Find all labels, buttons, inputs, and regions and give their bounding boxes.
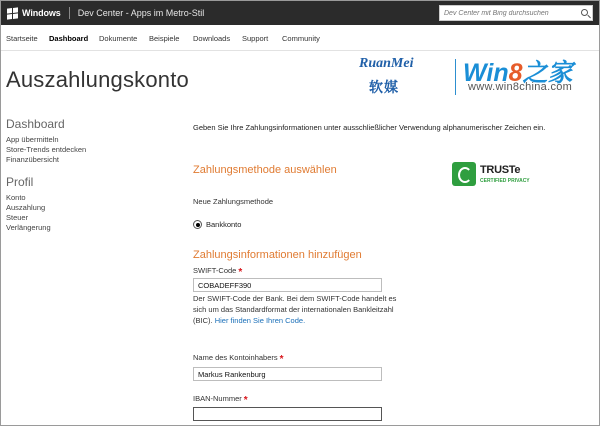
holder-label: Name des Kontoinhabers * <box>193 353 284 365</box>
nav-item-beispiele[interactable]: Beispiele <box>149 34 180 43</box>
section-title-payment-info: Zahlungsinformationen hinzufügen <box>193 249 362 261</box>
ruanmei-logo-text: RuanMei <box>359 56 414 71</box>
main-nav <box>1 25 599 51</box>
top-header-bar <box>1 1 599 25</box>
logo-divider <box>455 59 456 95</box>
nav-item-startseite[interactable]: Startseite <box>6 34 38 43</box>
sidebar-item-app-uebermitteln[interactable]: App übermitteln <box>6 135 59 144</box>
sidebar-item-verlaengerung[interactable]: Verlängerung <box>6 223 51 232</box>
sidebar-heading-dashboard[interactable]: Dashboard <box>6 117 65 131</box>
sidebar-heading-profil: Profil <box>6 175 34 189</box>
truste-seal[interactable] <box>452 162 542 188</box>
iban-field[interactable] <box>193 407 382 421</box>
sidebar-item-store-trends[interactable]: Store-Trends entdecken <box>6 145 87 154</box>
windows-logo-icon <box>7 7 18 19</box>
swift-label: SWIFT-Code * <box>193 266 243 278</box>
nav-item-community[interactable]: Community <box>282 34 320 43</box>
sidebar-item-finanzuebersicht[interactable]: Finanzübersicht <box>6 155 59 164</box>
account-holder-field[interactable] <box>193 367 382 381</box>
search-box[interactable] <box>439 5 593 21</box>
brand[interactable] <box>7 6 204 20</box>
radio-label[interactable]: Bankkonto <box>206 220 242 229</box>
brand-subtitle[interactable]: Dev Center - Apps im Metro-Stil <box>77 8 205 18</box>
new-method-label: Neue Zahlungsmethode <box>193 197 274 206</box>
nav-item-downloads[interactable]: Downloads <box>193 34 231 43</box>
search-icon[interactable] <box>581 9 588 16</box>
brand-divider <box>69 7 70 19</box>
required-marker: * <box>243 395 248 406</box>
ruanmei-logo-cn: 软媒 <box>369 79 399 95</box>
win8-logo-text: Win8之家 <box>463 59 573 87</box>
sidebar-item-steuer[interactable]: Steuer <box>6 213 29 222</box>
truste-subtitle: CERTIFIED PRIVACY <box>480 178 530 184</box>
sidebar-item-auszahlung[interactable]: Auszahlung <box>6 203 46 212</box>
sidebar <box>6 117 156 233</box>
swift-code-field[interactable] <box>193 278 382 292</box>
watermark-logo <box>359 56 584 98</box>
brand-name[interactable]: Windows <box>22 8 61 18</box>
iban-label: IBAN-Nummer * <box>193 394 248 406</box>
intro-text: Geben Sie Ihre Zahlungsinformationen unter ausschließlicher Verwendung alphanumerischer Zeichen ein. <box>193 123 546 132</box>
nav-item-dashboard[interactable]: Dashboard <box>49 34 89 43</box>
truste-icon <box>452 162 476 186</box>
search-input[interactable] <box>440 6 570 20</box>
sidebar-item-konto[interactable]: Konto <box>6 193 26 202</box>
nav-item-dokumente[interactable]: Dokumente <box>99 34 138 43</box>
radio-bankkonto[interactable] <box>193 220 241 229</box>
win8-logo-url: www.win8china.com <box>468 81 573 93</box>
radio-button-selected[interactable] <box>193 220 202 229</box>
nav-item-support[interactable]: Support <box>242 34 269 43</box>
page-title: Auszahlungskonto <box>6 67 189 92</box>
swift-help-text: Der SWIFT-Code der Bank. Bei dem SWIFT-Code handelt es sich um das Standardformat der internationalen Bankleitzahl (BIC). Hier finden Sie Ihren Code. <box>193 294 397 325</box>
required-marker: * <box>238 267 243 278</box>
truste-name: TRUSTe <box>480 164 521 176</box>
required-marker: * <box>279 354 284 365</box>
section-title-payment-method: Zahlungsmethode auswählen <box>193 164 337 176</box>
swift-help-link[interactable]: Hier finden Sie Ihren Code. <box>214 316 306 325</box>
